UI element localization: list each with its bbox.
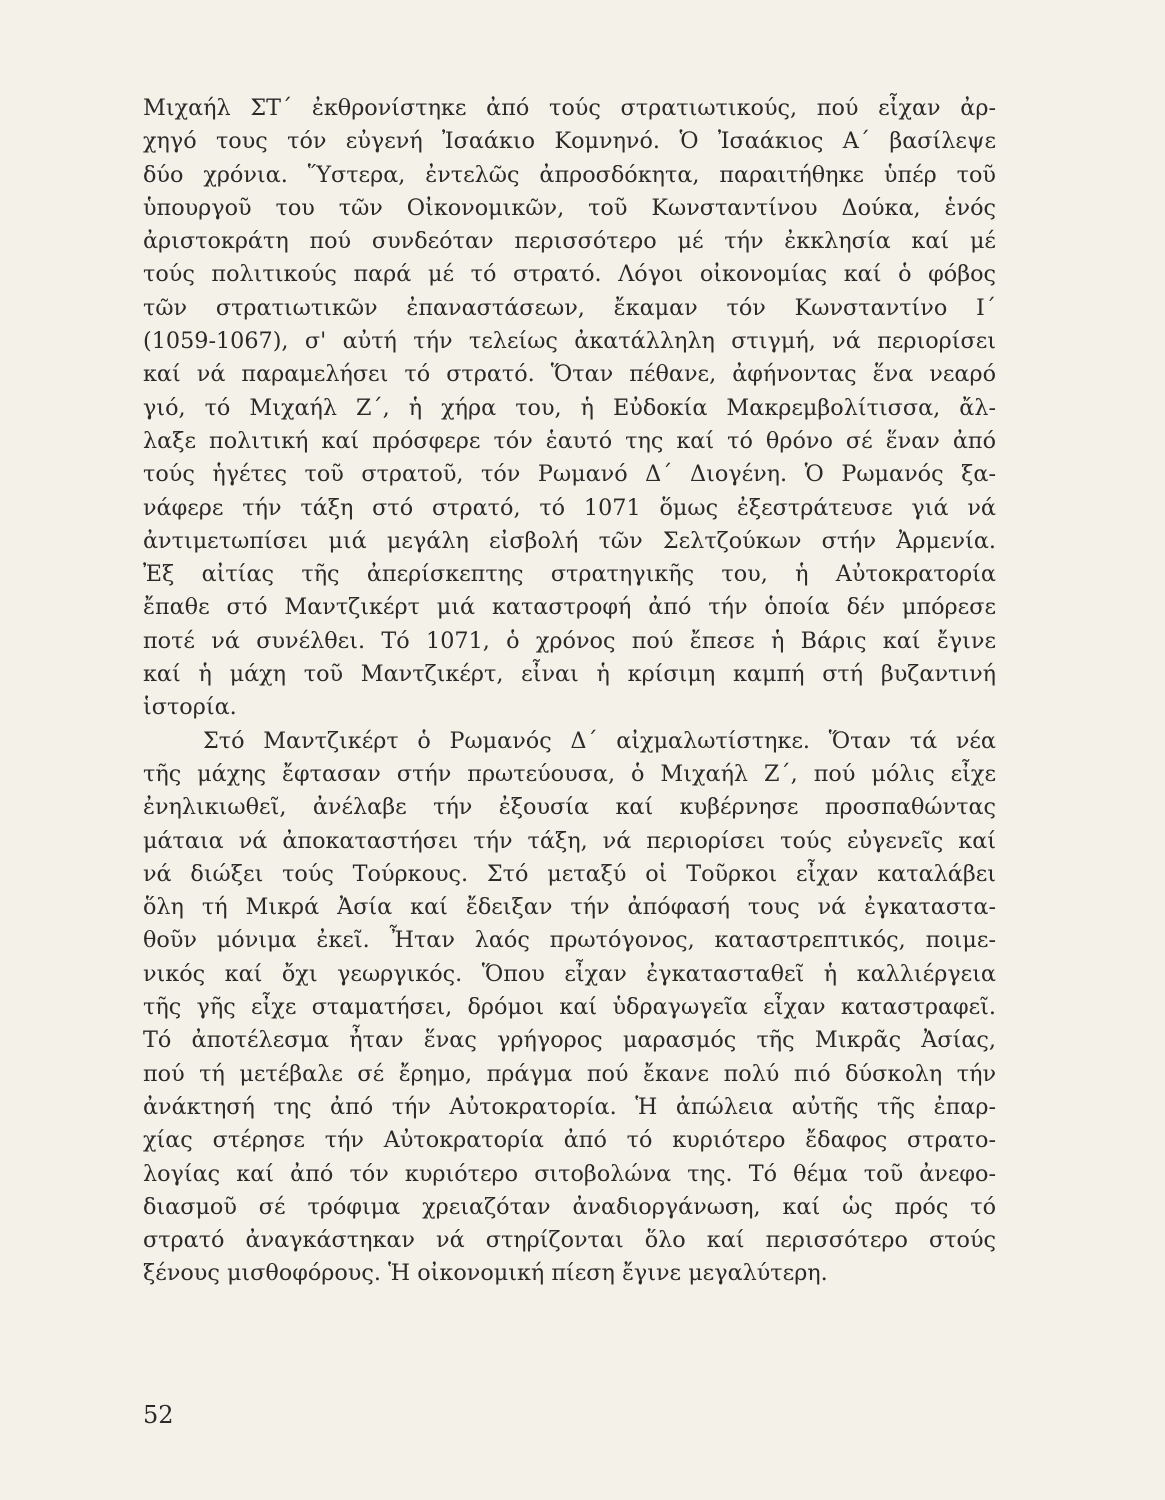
text-line: ὅλη τή Μικρά Ἀσία καί ἔδειξαν τήν ἀπόφασή τους νά ἐγκαταστα- xyxy=(143,894,996,921)
text-line: λαξε πολιτική καί πρόσφερε τόν ἑαυτό της καί τό θρόνο σέ ἕναν ἀπό xyxy=(143,427,996,454)
page-number: 52 xyxy=(143,1401,174,1429)
paragraph-2 xyxy=(143,725,996,1291)
text-line: τούς ἡγέτες τοῦ στρατοῦ, τόν Ρωμανό Δ΄ Διογένη. Ὁ Ρωμανός ξα- xyxy=(143,461,996,488)
text-line: ὑπουργοῦ του τῶν Οἰκονομικῶν, τοῦ Κωνσταντίνου Δούκα, ἑνός xyxy=(143,194,996,221)
text-line: νικός καί ὄχι γεωργικός. Ὅπου εἶχαν ἐγκατασταθεῖ ἡ καλλιέργεια xyxy=(143,960,996,987)
text-line: καί ἡ μάχη τοῦ Μαντζικέρτ, εἶναι ἡ κρίσιμη καμπή στή βυζαντινή xyxy=(143,661,996,688)
body-text xyxy=(143,92,996,1291)
text-line: Ἐξ αἰτίας τῆς ἀπερίσκεπτης στρατηγικῆς του, ἡ Αὐτοκρατορία xyxy=(143,561,996,588)
text-line: ἀντιμετωπίσει μιά μεγάλη εἰσβολή τῶν Σελτζούκων στήν Ἀρμενία. xyxy=(143,527,996,554)
text-line: γιό, τό Μιχαήλ Ζ΄, ἡ χήρα του, ἡ Εὐδοκία Μακρεμβολίτισσα, ἄλ- xyxy=(143,394,996,421)
text-line: λογίας καί ἀπό τόν κυριότερο σιτοβολώνα της. Τό θέμα τοῦ ἀνεφο- xyxy=(143,1160,996,1187)
text-line: δύο χρόνια. Ὕστερα, ἐντελῶς ἀπροσδόκητα, παραιτήθηκε ὑπέρ τοῦ xyxy=(143,161,996,188)
text-line: ἔπαθε στό Μαντζικέρτ μιά καταστροφή ἀπό τήν ὁποία δέν μπόρεσε xyxy=(143,594,996,621)
text-line: ξένους μισθοφόρους. Ἡ οἰκονομική πίεση ἔγινε μεγαλύτερη. xyxy=(143,1260,828,1287)
text-line: χίας στέρησε τήν Αὐτοκρατορία ἀπό τό κυριότερο ἔδαφος στρατο- xyxy=(143,1127,996,1154)
text-line: τῶν στρατιωτικῶν ἐπαναστάσεων, ἔκαμαν τόν Κωνσταντίνο Ι΄ xyxy=(143,294,996,321)
text-line: ἱστορία. xyxy=(143,694,237,721)
paragraph-1 xyxy=(143,92,996,725)
text-line: καί νά παραμελήσει τό στρατό. Ὅταν πέθανε, ἀφήνοντας ἕνα νεαρό xyxy=(143,361,996,388)
text-line: νά διώξει τούς Τούρκους. Στό μεταξύ οἱ Τοῦρκοι εἶχαν καταλάβει xyxy=(143,860,996,887)
text-line: Στό Μαντζικέρτ ὁ Ρωμανός Δ΄ αἰχμαλωτίστηκε. Ὅταν τά νέα xyxy=(203,727,996,754)
text-line: στρατό ἀναγκάστηκαν νά στηρίζονται ὅλο καί περισσότερο στούς xyxy=(143,1227,996,1254)
text-line: διασμοῦ σέ τρόφιμα χρειαζόταν ἀναδιοργάνωση, καί ὡς πρός τό xyxy=(143,1193,996,1220)
text-line: τούς πολιτικούς παρά μέ τό στρατό. Λόγοι οἰκονομίας καί ὁ φόβος xyxy=(143,261,996,288)
text-line: θοῦν μόνιμα ἐκεῖ. Ἦταν λαός πρωτόγονος, καταστρεπτικός, ποιμε- xyxy=(143,927,996,954)
text-line: ἀνάκτησή της ἀπό τήν Αὐτοκρατορία. Ἡ ἀπώλεια αὐτῆς τῆς ἐπαρ- xyxy=(143,1093,996,1120)
text-line: Τό ἀποτέλεσμα ἦταν ἕνας γρήγορος μαρασμός τῆς Μικρᾶς Ἀσίας, xyxy=(143,1027,996,1054)
text-line: τῆς μάχης ἔφτασαν στήν πρωτεύουσα, ὁ Μιχαήλ Ζ΄, πού μόλις εἶχε xyxy=(143,760,996,787)
text-line: ποτέ νά συνέλθει. Τό 1071, ὁ χρόνος πού ἔπεσε ἡ Βάρις καί ἔγινε xyxy=(143,627,996,654)
text-line: νάφερε τήν τάξη στό στρατό, τό 1071 ὅμως ἐξεστράτευσε γιά νά xyxy=(143,494,996,521)
text-line: (1059-1067), σ' αὐτή τήν τελείως ἀκατάλληλη στιγμή, νά περιορίσει xyxy=(143,328,996,355)
text-line: πού τή μετέβαλε σέ ἔρημο, πράγμα πού ἔκανε πολύ πιό δύσκολη τήν xyxy=(143,1060,996,1087)
text-line: τῆς γῆς εἶχε σταματήσει, δρόμοι καί ὑδραγωγεῖα εἶχαν καταστραφεῖ. xyxy=(143,994,996,1021)
text-line: ἀριστοκράτη πού συνδεόταν περισσότερο μέ τήν ἐκκλησία καί μέ xyxy=(143,228,996,255)
text-line: χηγό τους τόν εὐγενή Ἰσαάκιο Κομνηνό. Ὁ Ἰσαάκιος Α΄ βασίλεψε xyxy=(143,128,996,155)
text-line: Μιχαήλ ΣΤ΄ ἐκθρονίστηκε ἀπό τούς στρατιωτικούς, πού εἶχαν ἀρ- xyxy=(143,95,996,121)
text-line: ἐνηλικιωθεῖ, ἀνέλαβε τήν ἐξουσία καί κυβέρνησε προσπαθώντας xyxy=(143,794,996,821)
text-line: μάταια νά ἀποκαταστήσει τήν τάξη, νά περιορίσει τούς εὐγενεῖς καί xyxy=(143,827,996,854)
